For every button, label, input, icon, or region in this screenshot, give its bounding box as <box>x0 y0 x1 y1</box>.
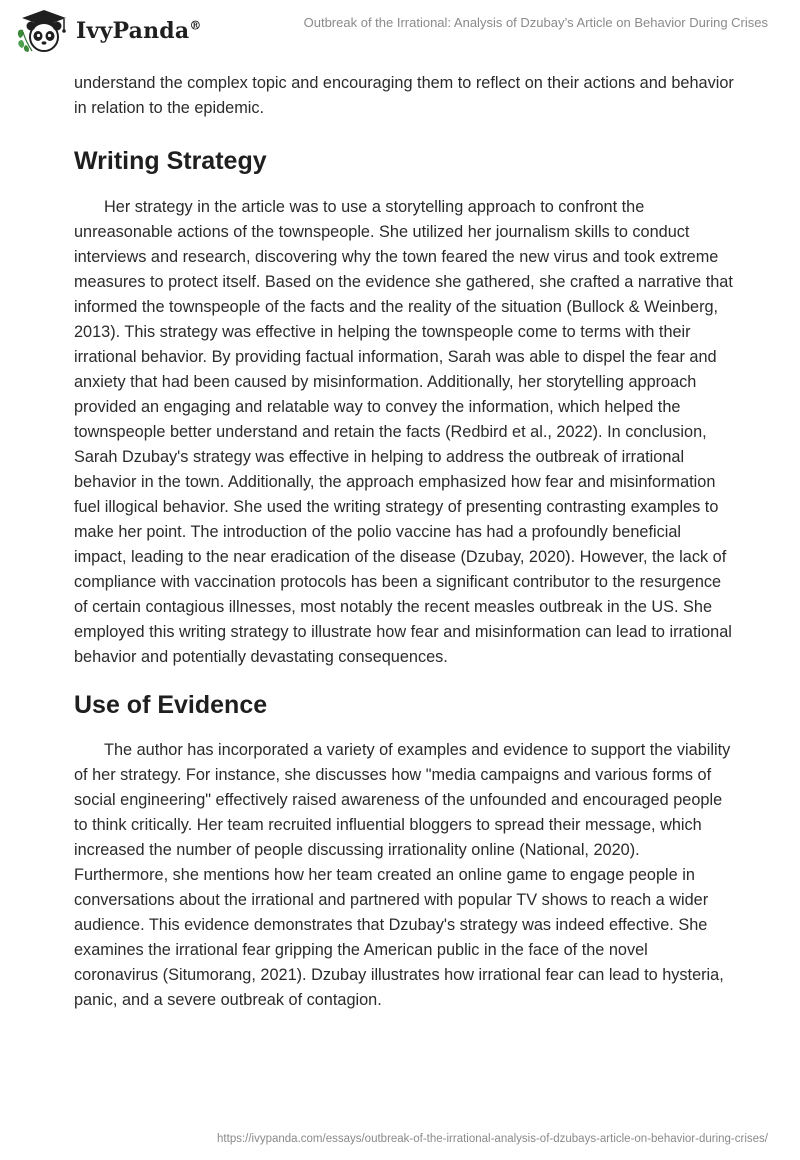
registered-mark: ® <box>189 18 202 33</box>
ivypanda-logo[interactable] <box>14 8 202 54</box>
paragraph-writing-strategy: Her strategy in the article was to use a storytelling approach to confront the unreasonable actions of the townspeople. She utilized her journalism skills to conduct interviews and research, discovering why the town feared the new virus and took extreme measures to protect itself. Based on the evidence she gathered, she crafted a narrative that informed the townspeople of the facts and the reality of the situation (Bullock & Weinberg, 2013). This strategy was effective in helping the townspeople come to terms with their irrational behavior. By providing factual information, Sarah was able to dispel the fear and anxiety that had been caused by misinformation. Additionally, her storytelling approach provided an engaging and relatable way to convey the information, which helped the townspeople better understand and retain the facts (Redbird et al., 2022). In conclusion, Sarah Dzubay's strategy was effective in helping to address the outbreak of irrational behavior in the town. Additionally, the approach emphasized how fear and misinformation fuel illogical behavior. She used the writing strategy of presenting contrasting examples to make her point. The introduction of the polio vaccine has had a profoundly beneficial impact, leading to the near eradication of the disease (Dzubay, 2020). However, the lack of compliance with vaccination protocols has been a significant contributor to the resurgence of certain contagious illnesses, most notably the recent measles outbreak in the US. She employed this writing strategy to illustrate how fear and misinformation can lead to irrational behavior and potentially devastating consequences. <box>74 198 733 666</box>
source-url[interactable]: https://ivypanda.com/essays/outbreak-of-the-irrational-analysis-of-dzubays-article-on-behavior-during-crises/ <box>217 1133 768 1145</box>
panda-graduate-icon <box>14 8 70 54</box>
brand-name: IvyPanda® <box>76 18 202 44</box>
paragraph-use-of-evidence: The author has incorporated a variety of examples and evidence to support the viability of her strategy. For instance, she discusses how "media campaigns and various forms of social engineering" effectively raised awareness of the unfounded and encouraged people to think critically. Her team recruited influential bloggers to spread their message, which increased the number of people discussing irrationality online (National, 2020). Furthermore, she mentions how her team created an online game to engage people in conversations about the irrational and partnered with popular TV shows to reach a wider audience. This evidence demonstrates that Dzubay's strategy was indeed effective. She examines the irrational fear gripping the American public in the face of the novel coronavirus (Situmorang, 2021). Dzubay illustrates how irrational fear can lead to hysteria, panic, and a severe outbreak of contagion. <box>74 741 731 1009</box>
heading-writing-strategy: Writing Strategy <box>74 147 267 175</box>
intro-paragraph: understand the complex topic and encouraging them to reflect on their actions and behavior in relation to the epidemic. <box>74 74 734 117</box>
running-title: Outbreak of the Irrational: Analysis of Dzubay’s Article on Behavior During Crises <box>303 15 768 30</box>
heading-use-of-evidence: Use of Evidence <box>74 691 268 719</box>
page-header <box>0 0 800 62</box>
essay-body <box>74 71 734 1013</box>
